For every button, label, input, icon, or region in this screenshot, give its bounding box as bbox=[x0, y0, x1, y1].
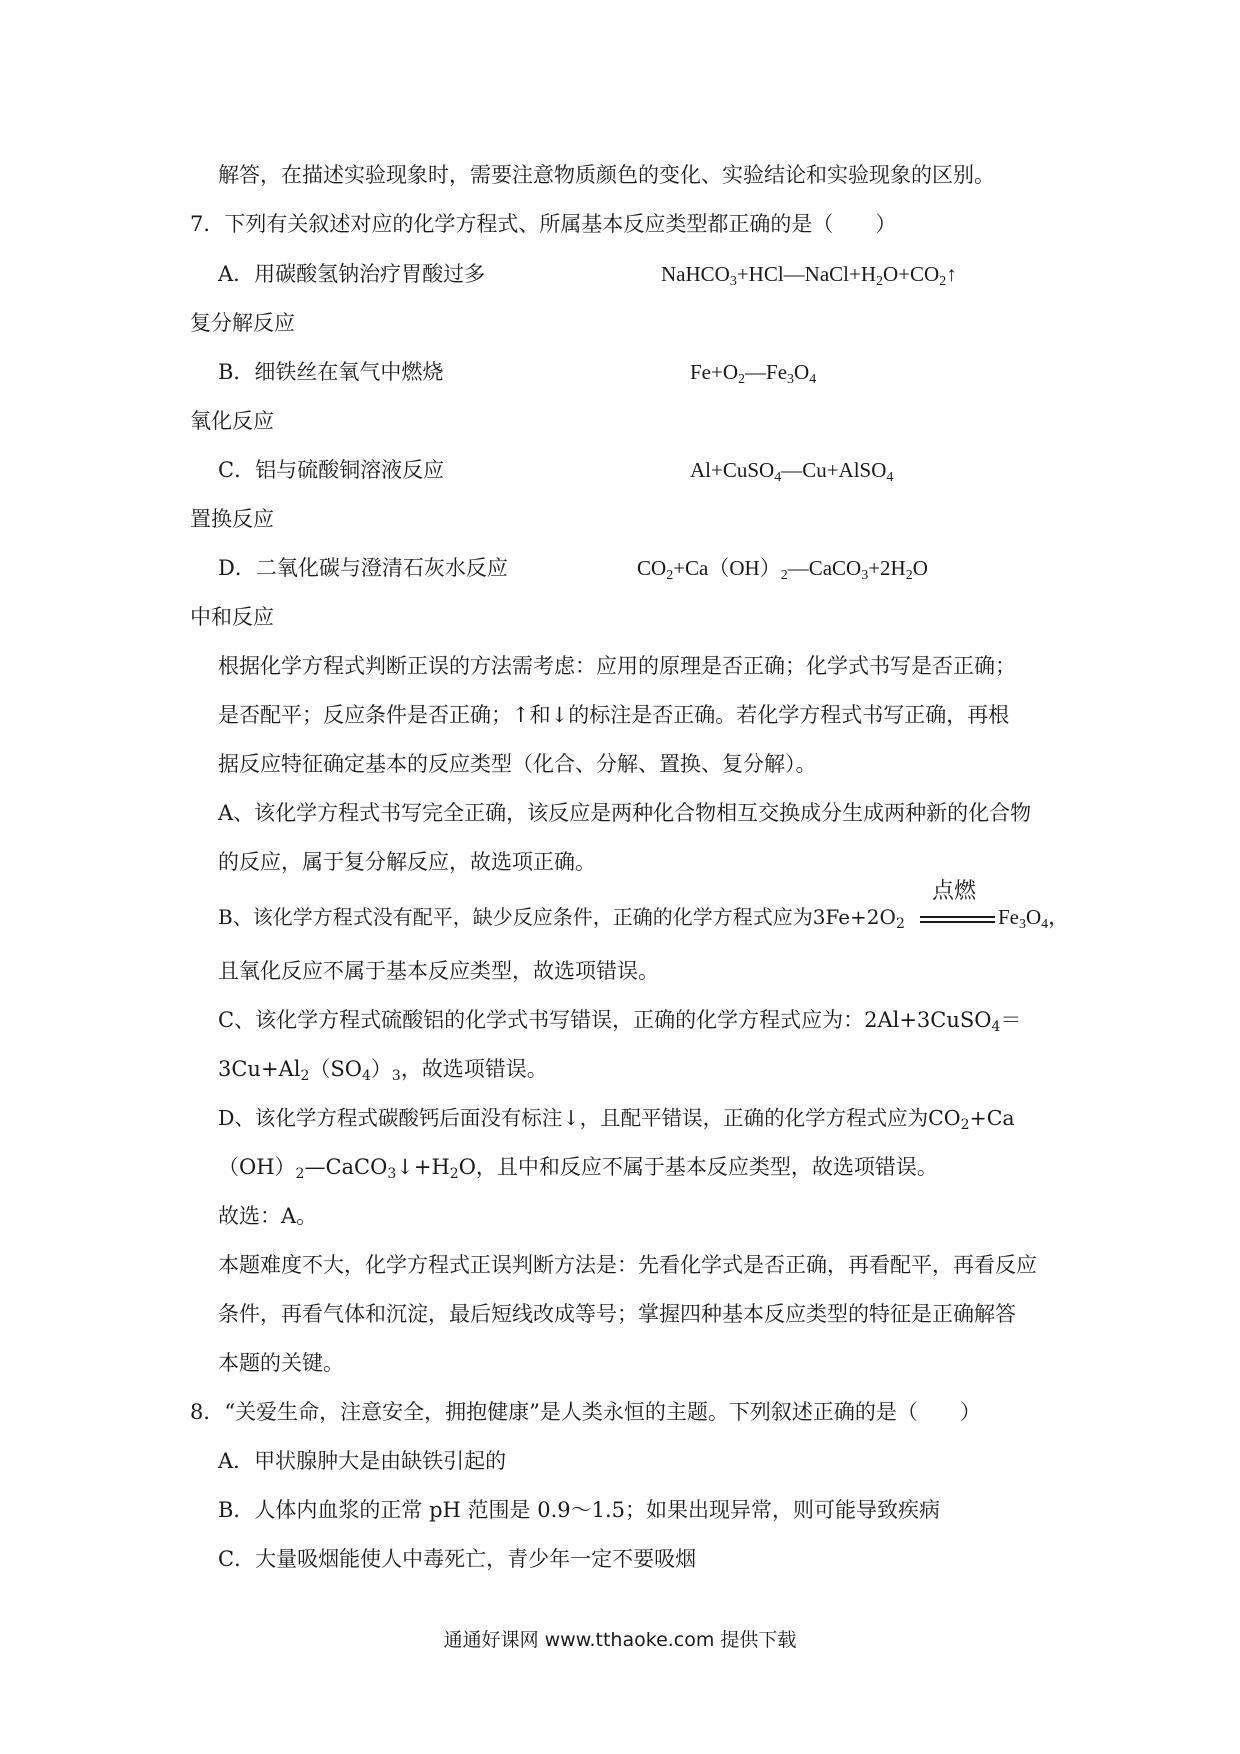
option-d: D．二氧化碳与澄清石灰水反应 bbox=[218, 556, 508, 580]
q8-option-b: B．人体内血浆的正常 pH 范围是 0.9～1.5；如果出现异常，则可能导致疾病 bbox=[218, 1498, 941, 1522]
equation-d: $CO_2+Ca(OH)_2—CaCO_3+2H_2O$ bbox=[637, 556, 928, 583]
double-line-equal bbox=[920, 916, 995, 923]
question-7: 7．下列有关叙述对应的化学方程式、所属基本反应类型都正确的是（ ） bbox=[190, 212, 897, 236]
option-c: C．铝与硫酸铜溶液反应 bbox=[218, 458, 445, 482]
option-b: B．细铁丝在氧气中燃烧 bbox=[218, 360, 444, 384]
analysis-c: C、该化学方程式硫酸铝的化学式书写错误，正确的化学方程式应为：2Al+3CuSO$_4$＝ bbox=[218, 1008, 1022, 1035]
analysis-line: 据反应特征确定基本的反应类型（化合、分解、置换、复分解）。 bbox=[218, 752, 817, 776]
summary-line: 本题的关键。 bbox=[218, 1351, 344, 1375]
type-b: 氧化反应 bbox=[190, 409, 274, 433]
summary-line: 本题难度不大，化学方程式正误判断方法是：先看化学式是否正确，再看配平，再看反应 bbox=[218, 1253, 1037, 1277]
text-line: 解答，在描述实验现象时，需要注意物质颜色的变化、实验结论和实验现象的区别。 bbox=[218, 163, 995, 187]
analysis-line: 且氧化反应不属于基本反应类型，故选项错误。 bbox=[218, 959, 659, 983]
reaction-condition: 点燃 bbox=[932, 879, 977, 904]
product-b: $Fe_3O_4$， bbox=[998, 905, 1070, 932]
footer: 通通好课网 www.tthaoke.com 提供下载 bbox=[443, 1629, 797, 1651]
summary-line: 条件，再看气体和沉淀，最后短线改成等号；掌握四种基本反应类型的特征是正确解答 bbox=[218, 1302, 1016, 1326]
analysis-line: 根据化学方程式判断正误的方法需考虑：应用的原理是否正确；化学式书写是否正确； bbox=[218, 654, 1016, 678]
type-d: 中和反应 bbox=[190, 605, 274, 629]
type-c: 置换反应 bbox=[190, 507, 274, 531]
answer: 故选：A。 bbox=[218, 1204, 318, 1228]
analysis-d: D、该化学方程式碳酸钙后面没有标注↓，且配平错误，正确的化学方程式应为$CO_2+Ca$ bbox=[218, 1106, 1015, 1133]
analysis-c-cont: $3Cu+Al_2(SO_4)_3$，故选项错误。 bbox=[218, 1057, 548, 1084]
equation-c: Al+CuSO$_4$—Cu+AlSO$_4$ bbox=[690, 458, 894, 485]
equation-b: $Fe+O_2—Fe_3O_4$ bbox=[690, 360, 817, 387]
analysis-line: 的反应，属于复分解反应，故选项正确。 bbox=[218, 850, 596, 874]
option-a: A．用碳酸氢钠治疗胃酸过多 bbox=[218, 262, 486, 286]
analysis-d-cont: $(OH)_2—CaCO_3↓+H_2O$，且中和反应不属于基本反应类型，故选项错误。 bbox=[218, 1155, 938, 1182]
analysis-b: B、该化学方程式没有配平，缺少反应条件，正确的化学方程式应为$3Fe+2O_2$ bbox=[218, 905, 905, 932]
analysis-line: 是否配平；反应条件是否正确；↑和↓的标注是否正确。若化学方程式书写正确，再根 bbox=[218, 703, 1010, 727]
question-8: 8．“关爱生命，注意安全，拥抱健康”是人类永恒的主题。下列叙述正确的是（ ） bbox=[190, 1400, 981, 1424]
q8-option-a: A．甲状腺肿大是由缺铁引起的 bbox=[218, 1449, 507, 1473]
type-a: 复分解反应 bbox=[190, 311, 295, 335]
equation-a: $NaHCO_3+HCl—NaCl+H_2O+CO_2↑$ bbox=[661, 262, 957, 289]
analysis-line: A、该化学方程式书写完全正确，该反应是两种化合物相互交换成分生成两种新的化合物 bbox=[218, 801, 1032, 825]
q8-option-c: C．大量吸烟能使人中毒死亡，青少年一定不要吸烟 bbox=[218, 1547, 697, 1571]
